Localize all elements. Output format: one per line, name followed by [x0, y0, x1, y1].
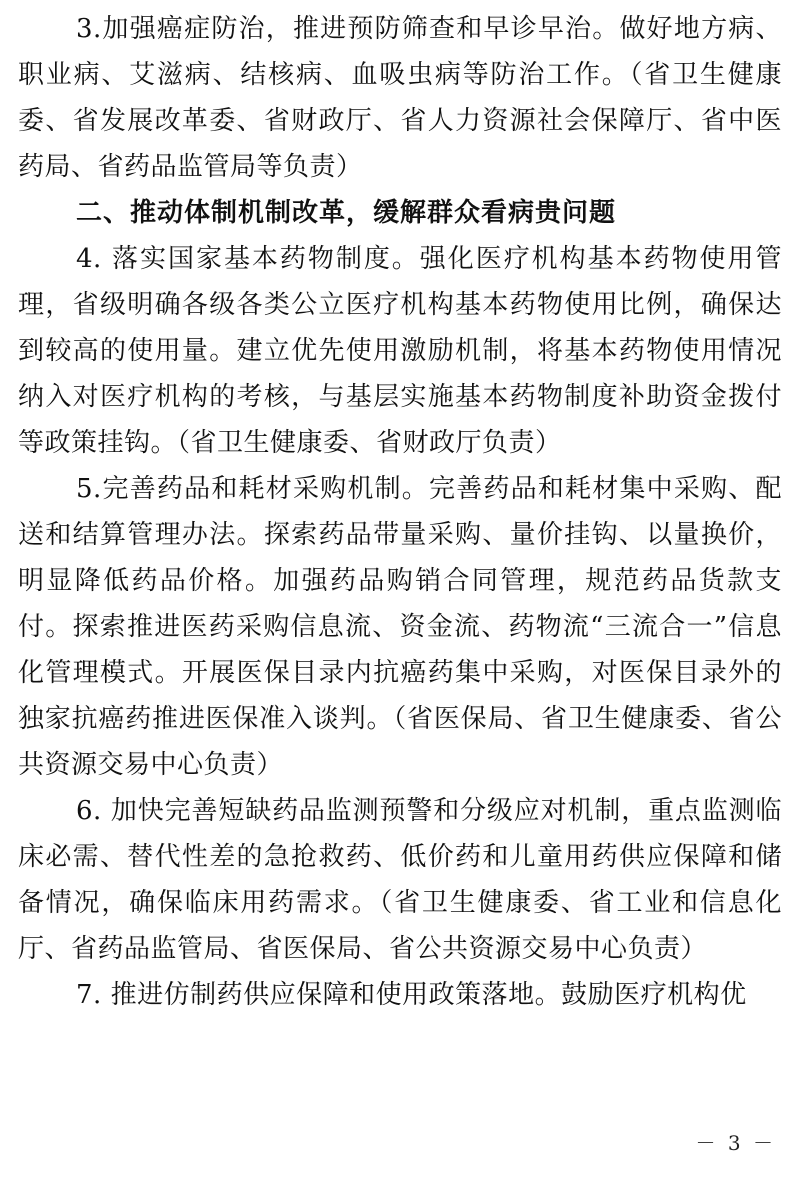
section-heading-2: 二、推动体制机制改革，缓解群众看病贵问题: [76, 198, 617, 228]
page-number: － 3 －: [695, 1131, 776, 1155]
paragraph-7: 7. 推进仿制药供应保障和使用政策落地。鼓励医疗机构优: [76, 980, 747, 1010]
paragraph-6: 6. 加快完善短缺药品监测预警和分级应对机制，重点监测临床必需、替代性差的急抢救药、低价药和儿童用药供应保障和储备情况，确保临床用药需求。（省卫生健康委、省工业和信息化厅、省药品监管局、省医保局、省公共资源交易中心负责）: [18, 796, 782, 964]
paragraph-5: 5.完善药品和耗材采购机制。完善药品和耗材集中采购、配送和结算管理办法。探索药品带量采购、量价挂钩、以量换价，明显降低药品价格。加强药品购销合同管理，规范药品货款支付。探索推进医药采购信息流、资金流、药物流“三流合一”信息化管理模式。开展医保目录内抗癌药集中采购，对医保目录外的独家抗癌药推进医保准入谈判。（省医保局、省卫生健康委、省公共资源交易中心负责）: [18, 474, 782, 780]
paragraph-3: 3.加强癌症防治，推进预防筛查和早诊早治。做好地方病、职业病、艾滋病、结核病、血吸虫病等防治工作。（省卫生健康委、省发展改革委、省财政厅、省人力资源社会保障厅、省中医药局、省药品监管局等负责）: [18, 14, 782, 182]
paragraph-4: 4. 落实国家基本药物制度。强化医疗机构基本药物使用管理，省级明确各级各类公立医疗机构基本药物使用比例，确保达到较高的使用量。建立优先使用激励机制，将基本药物使用情况纳入对医疗机构的考核，与基层实施基本药物制度补助资金拨付等政策挂钩。（省卫生健康委、省财政厅负责）: [18, 244, 782, 458]
document-page: [18, 6, 782, 1018]
